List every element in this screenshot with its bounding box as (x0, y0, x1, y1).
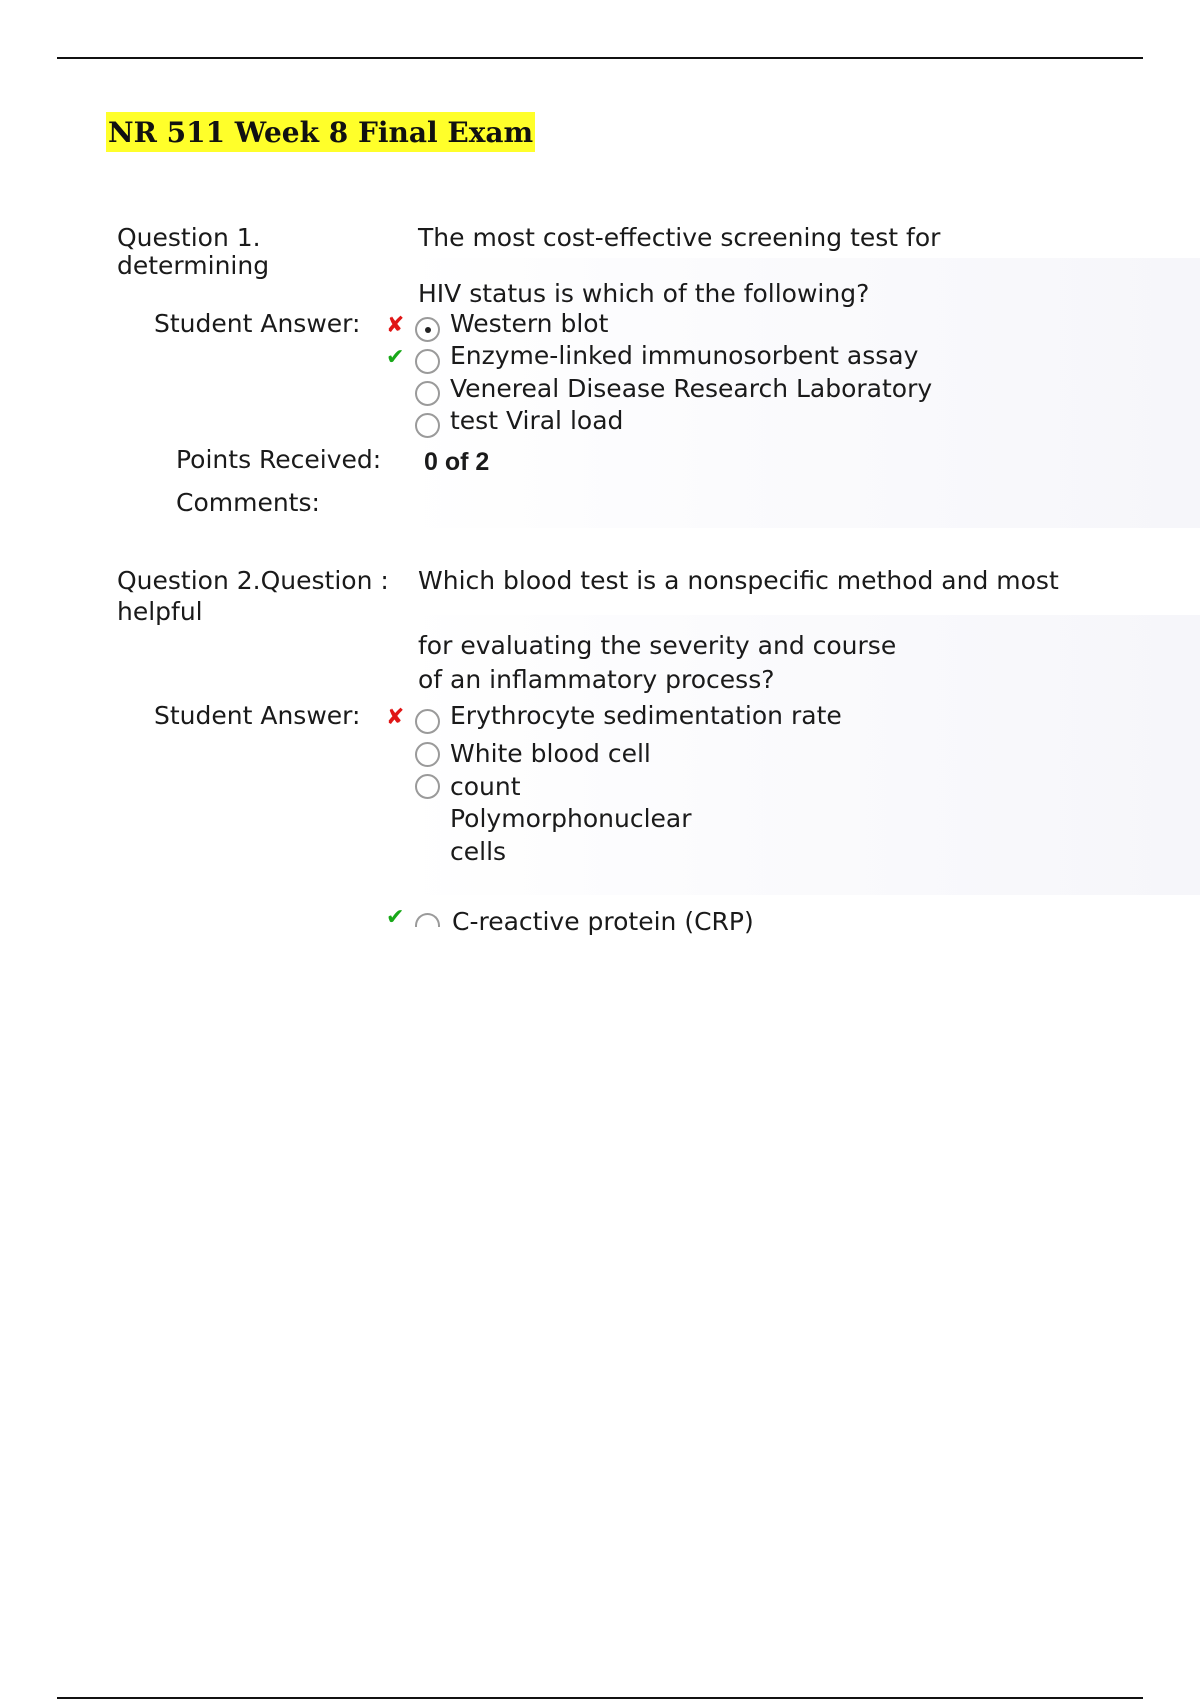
question-2-label-continued: helpful (117, 597, 203, 626)
question-2-option-1-radio[interactable] (415, 709, 440, 734)
incorrect-icon: ✘ (386, 705, 405, 730)
question-1-option-3: Venereal Disease Research Laboratory (450, 374, 933, 403)
question-1-label: Question 1. (117, 223, 261, 252)
comments-label: Comments: (176, 488, 320, 517)
page-title: NR 511 Week 8 Final Exam (106, 112, 535, 152)
question-1-label-continued: determining (117, 251, 270, 280)
question-1-option-2: Enzyme-linked immunosorbent assay (450, 341, 919, 370)
question-2-text: Which blood test is a nonspecific method and most (418, 566, 1059, 595)
question-1-option-4: test Viral load (450, 406, 624, 435)
question-2-option-1: Erythrocyte sedimentation rate (450, 701, 842, 730)
question-2-option-4: C-reactive protein (CRP) (452, 907, 754, 936)
question-2-option-3-radio[interactable] (415, 774, 440, 799)
question-1-text-continued: HIV status is which of the following? (418, 279, 870, 308)
question-1-student-answer-label: Student Answer: (154, 309, 361, 338)
question-1-option-4-radio[interactable] (415, 413, 440, 438)
points-received-label: Points Received: (176, 445, 382, 474)
question-1-option-3-radio[interactable] (415, 381, 440, 406)
question-2-option-4-radio[interactable] (415, 913, 440, 927)
correct-icon: ✔ (386, 905, 405, 930)
question-1-option-1: Western blot (450, 309, 609, 338)
question-2-option-3-continued-2: cells (450, 837, 507, 866)
question-2-text-continued-2: of an inflammatory process? (418, 665, 775, 694)
question-2-student-answer-label: Student Answer: (154, 701, 361, 730)
question-2-label: Question 2.Question : (117, 566, 389, 595)
correct-icon: ✔ (386, 345, 405, 370)
question-2-option-2: White blood cell (450, 739, 651, 768)
question-1-option-1-radio[interactable] (415, 317, 440, 342)
question-2-option-3: count (450, 772, 521, 801)
question-2-text-continued: for evaluating the severity and course (418, 631, 897, 660)
question-1-option-2-radio[interactable] (415, 349, 440, 374)
points-received-value: 0 of 2 (424, 448, 490, 476)
question-1-text: The most cost-effective screening test for (418, 223, 941, 252)
question-2-option-3-continued: Polymorphonuclear (450, 804, 692, 833)
bottom-rule (57, 1697, 1143, 1699)
question-2-option-2-radio[interactable] (415, 742, 440, 767)
top-rule (57, 57, 1143, 59)
incorrect-icon: ✘ (386, 313, 405, 338)
